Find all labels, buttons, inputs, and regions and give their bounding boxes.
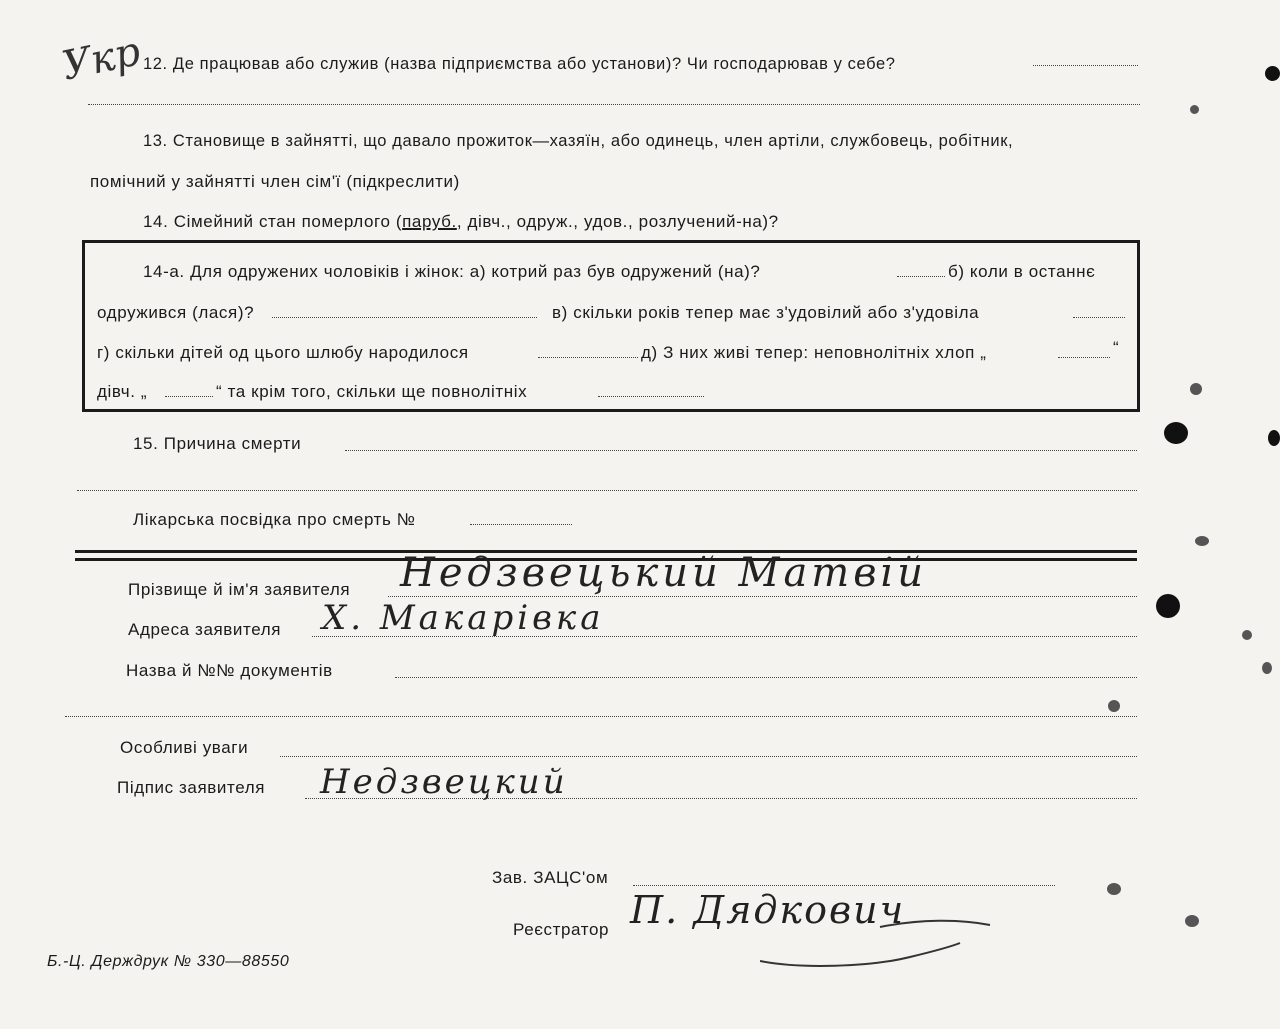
paper-hole-mark [1265,66,1280,81]
q12-answer-line-1 [1033,65,1138,66]
q14a-line-1b: б) коли в останнє [948,262,1096,281]
remarks-label: Особливі уваги [120,738,249,757]
zags-head-signature-field [633,885,1055,886]
paper-hole-mark [1190,383,1202,395]
paper-hole-mark [1164,422,1188,444]
question-15: 15. Причина смерти [133,434,302,453]
q15-cause-field-1 [345,450,1137,451]
margin-note: Укр [58,28,145,90]
q14a-minor-boys-field [1058,357,1110,358]
paper-hole-mark [1242,630,1252,640]
q14-suffix: , дівч., одруж., удов., розлучений-на)? [456,212,779,231]
question-13-line-2: помічний у зайнятті член сім'ї (підкреслити) [90,172,460,191]
paper-hole-mark [1108,700,1120,712]
q14a-minor-girls-field [165,396,213,397]
q15-cause-field-2 [77,490,1137,491]
medical-certificate-label: Лікарська посвідка про смерть № [133,510,416,529]
q14a-last-married-field [272,317,537,318]
applicant-address-label: Адреса заявителя [128,620,282,639]
zags-head-label: Зав. ЗАЦС'ом [492,868,609,887]
q14a-children-born-field [538,357,638,358]
q14a-times-married-field [897,276,945,277]
q14a-years-widowed-field [1073,317,1125,318]
paper-hole-mark [1262,662,1272,674]
registrar-signature-flourish [760,905,1020,975]
question-14 [143,212,779,232]
q14a-line-4a: дівч. „ [97,382,148,401]
q14a-line-2a: одружився (лася)? [97,303,255,322]
q14a-line-3c: “ [1113,338,1120,357]
q14a-line-2b: в) скільки років тепер має з'удовілий або з'удовіла [552,303,980,322]
q14-selected-option: паруб. [402,212,457,231]
paper-hole-mark [1107,883,1121,895]
paper-hole-mark [1156,594,1180,618]
q14a-line-3b: д) З них живі тепер: неповнолітніх хлоп „ [641,343,987,362]
applicant-signature-value: Недзвецкий [320,762,568,802]
medical-certificate-number-field [470,524,572,525]
registrar-signature: П. Дядкович [630,888,906,932]
q14-prefix: 14. Сімейний стан померлого ( [143,212,403,231]
question-13-line-1: 13. Становище в зайнятті, що давало прожиток—хазяїн, або одинець, член артіли, службовець, робітник, [143,132,1014,150]
remarks-field [280,756,1137,757]
q14a-line-3a: г) скільки дітей од цього шлюбу народилося [97,343,469,362]
applicant-address-value: Х. Макарівка [322,598,605,638]
applicant-name-field [388,596,1137,597]
paper-hole-mark [1190,105,1199,114]
applicant-signature-label: Підпис заявителя [117,778,266,797]
q14a-line-1a: 14-а. Для одружених чоловіків і жінок: а) котрий раз був одружений (на)? [143,262,761,281]
registrar-label: Реєстратор [513,920,610,939]
paper-hole-mark [1185,915,1199,927]
question-12: 12. Де працював або служив (назва підприємства або установи)? Чи господарював у себе? [143,55,896,73]
applicant-name-label: Прізвище й ім'я заявителя [128,580,351,599]
q14a-adults-field [598,396,704,397]
documents-field-1 [395,677,1137,678]
q12-answer-line-2 [88,104,1140,105]
documents-field-2 [65,716,1137,717]
documents-label: Назва й №№ документів [126,661,333,680]
applicant-name-value: Недзвецький Матвій [400,550,928,596]
paper-hole-mark [1268,430,1280,446]
printer-imprint: Б.-Ц. Держдрук № 330—88550 [47,953,290,970]
paper-hole-mark [1195,536,1209,546]
q14a-line-4b: “ та крім того, скільки ще повнолітніх [216,382,528,401]
